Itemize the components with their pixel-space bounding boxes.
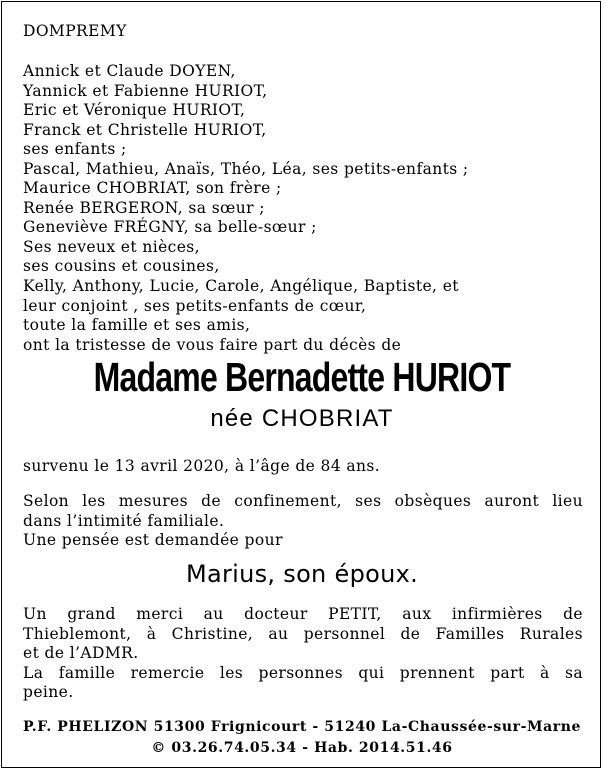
family-line: leur conjoint , ses petits-enfants de cœur, [23,296,367,315]
thanks-line: Un grand merci au docteur PETIT, aux infirmières de [23,605,583,623]
funeral-line: Une pensée est demandée pour [23,531,283,549]
thanks-line: La famille remercie les personnes qui prennent part à sa [23,663,583,682]
family-line: Maurice CHOBRIAT, son frère ; [23,179,282,198]
husband-name: Marius, son époux. [185,560,419,588]
family-list [23,62,593,355]
funeral-line: Selon les mesures de confinement, ses obsèques auront lieu [23,492,583,510]
thanks-line: Thieblemont, à Christine, au personnel de Familles Rurales [23,624,583,643]
funeral-home-contact: © 03.26.74.05.34 - Hab. 2014.51.46 [151,740,453,756]
thanks-line: et de l’ADMR. [23,644,139,662]
family-line: ont la tristesse de vous faire part du décès de [23,335,402,354]
family-line: Renée BERGERON, sa sœur ; [23,198,265,217]
family-line: ses cousins et cousines, [23,257,220,276]
death-date-line: survenu le 13 avril 2020, à l’âge de 84 ans. [23,457,381,475]
obituary-notice [1,1,601,768]
family-line: Eric et Véronique HURIOT, [23,101,246,120]
family-line: Annick et Claude DOYEN, [23,62,236,80]
family-line: Geneviève FRÉGNY, sa belle-sœur ; [23,218,317,237]
family-line: toute la famille et ses amis, [23,316,251,335]
family-line: Kelly, Anthony, Lucie, Carole, Angélique, Baptiste, et [23,277,459,296]
family-line: Franck et Christelle HURIOT, [23,120,267,139]
family-line: Yannick et Fabienne HURIOT, [23,81,268,100]
place-name: DOMPREMY [23,22,127,40]
thanks-line: peine. [23,683,74,701]
funeral-line: dans l’intimité familiale. [23,511,225,530]
family-line: Ses neveux et nièces, [23,237,200,256]
family-line: ses enfants ; [23,140,127,159]
funeral-text [23,492,583,551]
funeral-home-address: P.F. PHELIZON 51300 Frignicourt - 51240 La-Chaussée-sur-Marne [22,719,582,735]
family-line: Pascal, Mathieu, Anaïs, Théo, Léa, ses petits-enfants ; [23,159,469,178]
thanks-text [23,605,583,703]
deceased-name: Madame Bernadette HURIOT [93,354,511,400]
maiden-name: née CHOBRIAT [210,405,394,432]
